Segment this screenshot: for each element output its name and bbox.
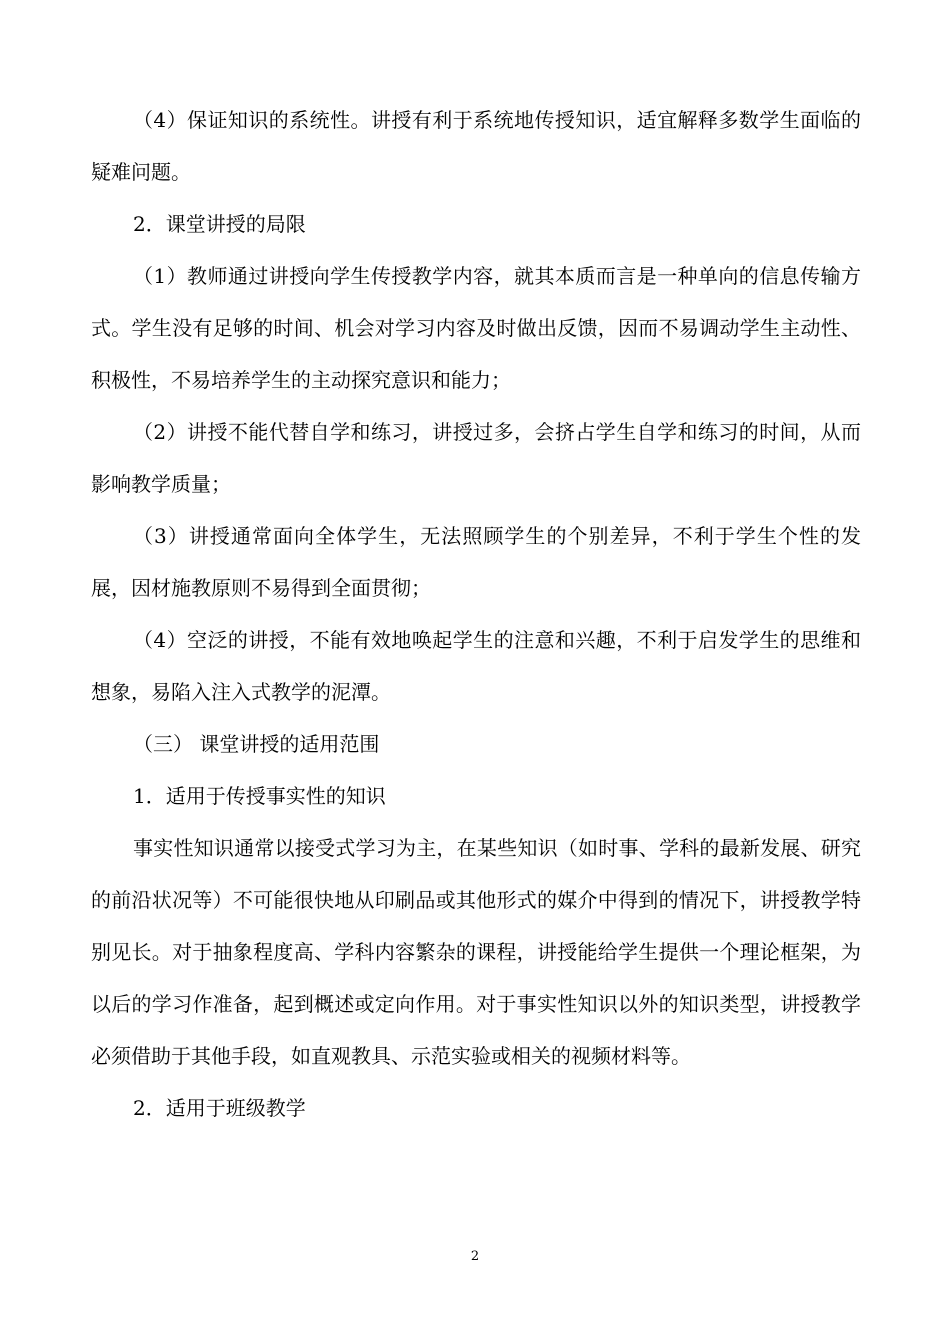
page-number: 2 [470,1249,480,1264]
heading-applicable-scope: （三） 课堂讲授的适用范围 [133,732,380,756]
paragraph-limitation-4: （4）空泛的讲授，不能有效地唤起学生的注意和兴趣，不利于启发学生的思维和想象，易陷入注入式教学的泥潭。 [91,628,861,704]
paragraph-limitation-1: （1）教师通过讲授向学生传授教学内容，就其本质而言是一种单向的信息传输方式。学生没有足够的时间、机会对学习内容及时做出反馈，因而不易调动学生主动性、积极性，不易培养学生的主动探究意识和能力； [91,264,861,392]
heading-class-teaching: 2．适用于班级教学 [133,1096,306,1120]
paragraph-factual-knowledge: 事实性知识通常以接受式学习为主，在某些知识（如时事、学科的最新发展、研究的前沿状况等）不可能很快地从印刷品或其他形式的媒介中得到的情况下，讲授教学特别见长。对于抽象程度高、学科内容繁杂的课程，讲授能给学生提供一个理论框架，为以后的学习作准备，起到概述或定向作用。对于事实性知识以外的知识类型，讲授教学必须借助于其他手段，如直观教具、示范实验或相关的视频材料等。 [91,836,861,1068]
heading-lecture-limitations: 2．课堂讲授的局限 [133,212,306,236]
document-body [91,94,861,1134]
paragraph-limitation-2: （2）讲授不能代替自学和练习，讲授过多，会挤占学生自学和练习的时间，从而影响教学质量； [91,420,861,496]
paragraph-limitation-3: （3）讲授通常面向全体学生，无法照顾学生的个别差异，不利于学生个性的发展，因材施教原则不易得到全面贯彻； [91,524,861,600]
heading-factual-knowledge: 1．适用于传授事实性的知识 [133,784,386,808]
paragraph-systematic-knowledge: （4）保证知识的系统性。讲授有利于系统地传授知识，适宜解释多数学生面临的疑难问题。 [91,108,861,184]
